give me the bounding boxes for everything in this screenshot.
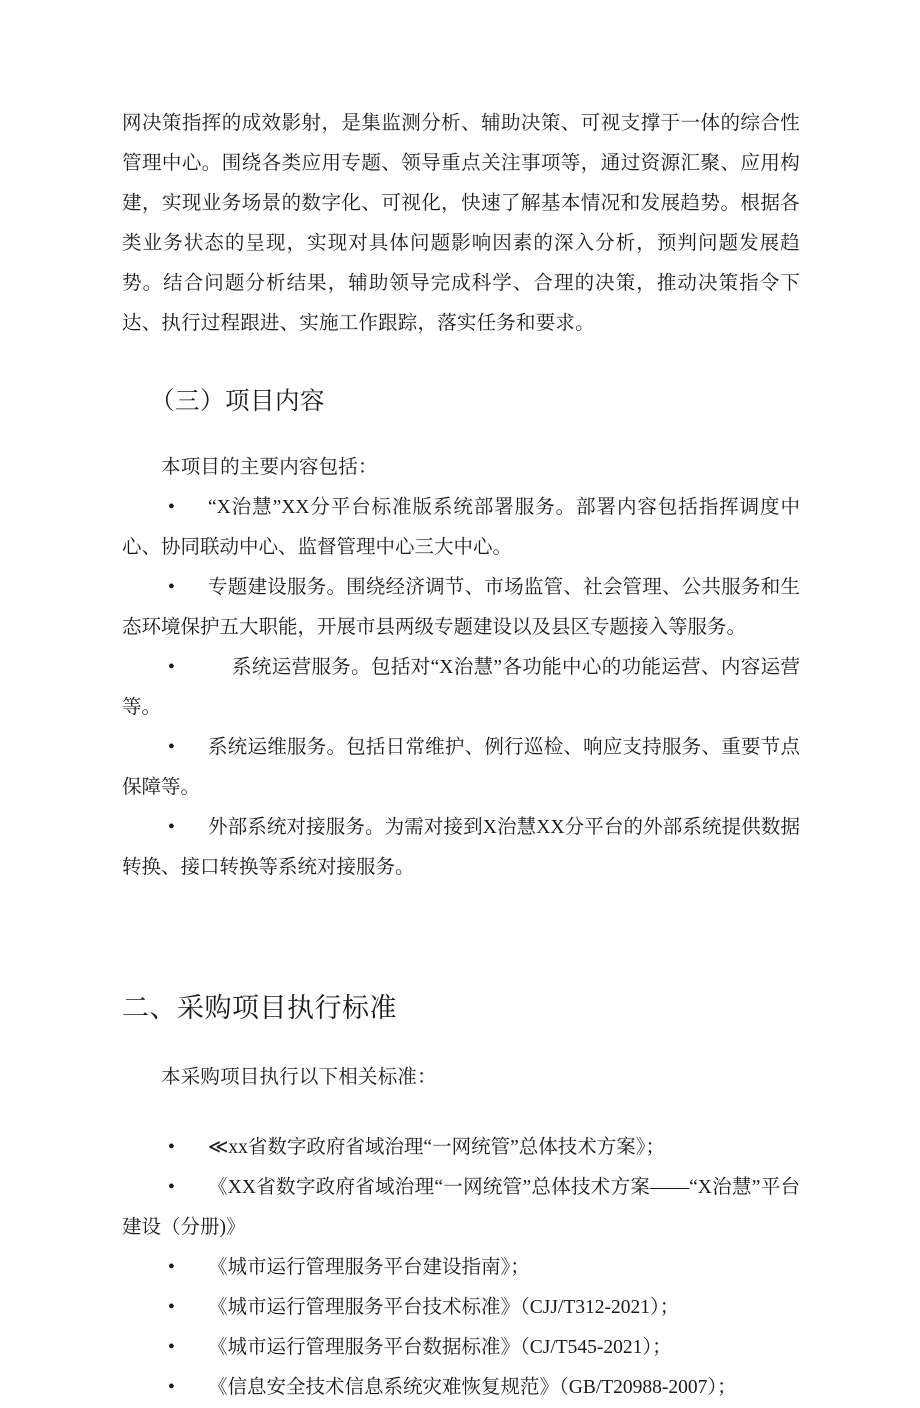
spacer — [122, 888, 800, 988]
list-item-text: 外部系统对接服务。为需对接到X治慧XX分平台的外部系统提供数据转换、接口转换等系统对接服务。 — [122, 817, 800, 878]
list-item — [122, 1168, 800, 1248]
list-item-text: 专题建设服务。围绕经济调节、市场监管、社会管理、公共服务和生态环境保护五大职能，开展市县两级专题建设以及县区专题接入等服务。 — [122, 577, 800, 638]
list-item-text: “X治慧”XX分平台标准版系统部署服务。部署内容包括指挥调度中心、协同联动中心、监督管理中心三大中心。 — [122, 497, 800, 558]
list-item-text: 《XX省数字政府省域治理“一网统管”总体技术方案——“X治慧”平台建设（分册)》 — [122, 1177, 800, 1238]
spacer — [122, 422, 800, 448]
list-item — [122, 1128, 800, 1168]
spacer — [122, 344, 800, 382]
document-content — [122, 104, 800, 1408]
list-item — [122, 1328, 800, 1368]
intro-paragraph: 网决策指挥的成效影射，是集监测分析、辅助决策、可视支撑于一体的综合性管理中心。围绕各类应用专题、领导重点关注事项等，通过资源汇聚、应用构建，实现业务场景的数字化、可视化，快速了解基本情况和发展趋势。根据各类业务状态的呈现，实现对具体问题影响因素的深入分析，预判问题发展趋势。结合问题分析结果，辅助领导完成科学、合理的决策，推动决策指令下达、执行过程跟进、实施工作跟踪，落实任务和要求。 — [122, 113, 800, 334]
list-item — [122, 1368, 800, 1408]
heading-project-content: （三）项目内容 — [150, 388, 325, 415]
bullet-icon: • — [168, 657, 175, 678]
spacer — [122, 1028, 800, 1058]
bullet-icon: • — [168, 1137, 175, 1158]
bullet-icon: • — [168, 737, 175, 758]
list-item-text: 《城市运行管理服务平台数据标准》（CJ/T545-2021）； — [208, 1337, 672, 1358]
bullet-icon: • — [168, 577, 175, 598]
standards-list — [122, 1128, 800, 1408]
list-item — [122, 488, 800, 568]
bullet-icon: • — [168, 1377, 175, 1398]
list-item — [122, 1248, 800, 1288]
bullet-icon: • — [168, 817, 175, 838]
spacer — [122, 1098, 800, 1128]
project-content-lead-in: 本项目的主要内容包括： — [161, 457, 378, 478]
list-item-text: 《城市运行管理服务平台技术标准》（CJJ/T312-2021）； — [208, 1297, 680, 1318]
list-item-text: 系统运营服务。包括对“X治慧”各功能中心的功能运营、内容运营等。 — [122, 657, 800, 718]
list-item — [122, 1288, 800, 1328]
list-item — [122, 568, 800, 648]
project-content-list — [122, 488, 800, 888]
list-item — [122, 808, 800, 888]
list-item — [122, 728, 800, 808]
list-item-text: 《信息安全技术信息系统灾难恢复规范》（GB/T20988-2007）； — [208, 1377, 737, 1398]
heading-purchase-standards: 二、采购项目执行标准 — [122, 993, 397, 1023]
list-item-text: 《城市运行管理服务平台建设指南》； — [208, 1257, 530, 1278]
list-item-text: 系统运维服务。包括日常维护、例行巡检、响应支持服务、重要节点保障等。 — [122, 737, 800, 798]
bullet-icon: • — [168, 497, 175, 518]
bullet-icon: • — [168, 1177, 175, 1198]
list-item — [122, 648, 800, 728]
list-item-text: ≪xx省数字政府省域治理“一网统管”总体技术方案》； — [208, 1137, 665, 1158]
standards-lead-in: 本采购项目执行以下相关标准： — [161, 1067, 437, 1088]
bullet-icon: • — [168, 1337, 175, 1358]
bullet-icon: • — [168, 1257, 175, 1278]
bullet-icon: • — [168, 1297, 175, 1318]
